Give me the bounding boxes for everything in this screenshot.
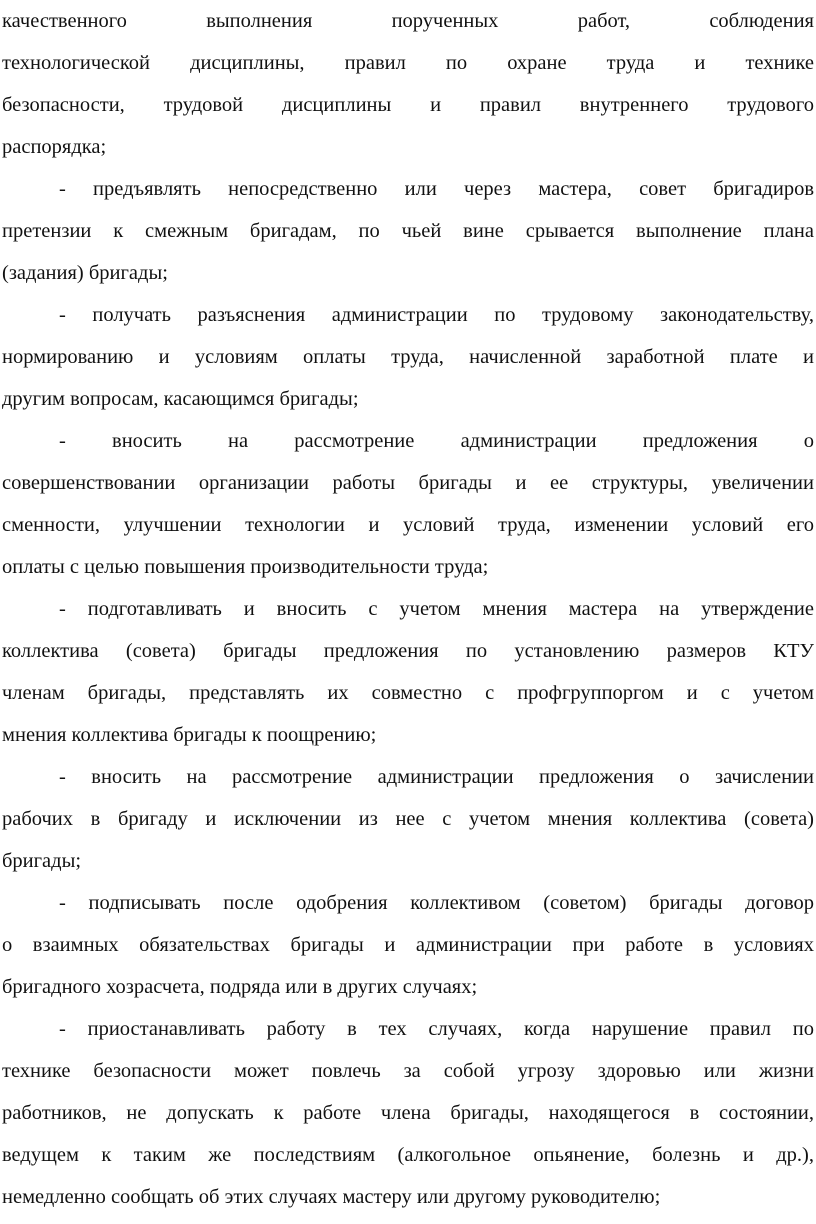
paragraph-line: членам бригады, представлять их совместно с профгруппоргом и с учетом bbox=[2, 682, 814, 704]
paragraph-line: мнения коллектива бригады к поощрению; bbox=[2, 724, 377, 746]
paragraph-line: - предъявлять непосредственно или через мастера, совет бригадиров bbox=[59, 178, 814, 200]
paragraph-line: сменности, улучшении технологии и условий труда, изменении условий его bbox=[2, 514, 814, 536]
paragraph-line: немедленно сообщать об этих случаях мастеру или другому руководителю; bbox=[2, 1186, 661, 1208]
paragraph-line: другим вопросам, касающимся бригады; bbox=[2, 388, 359, 410]
paragraph-line: бригады; bbox=[2, 850, 82, 872]
paragraph-line: - вносить на рассмотрение администрации предложения о зачислении bbox=[59, 766, 814, 788]
paragraph-line: бригадного хозрасчета, подряда или в других случаях; bbox=[2, 976, 478, 998]
paragraph-line: ведущем к таким же последствиям (алкогольное опьянение, болезнь и др.), bbox=[2, 1144, 814, 1166]
paragraph-line: - приостанавливать работу в тех случаях, когда нарушение правил по bbox=[59, 1018, 814, 1040]
paragraph bbox=[2, 588, 814, 756]
paragraph bbox=[2, 882, 814, 1008]
paragraph-line: нормированию и условиям оплаты труда, начисленной заработной плате и bbox=[2, 346, 814, 368]
paragraph bbox=[2, 294, 814, 420]
paragraph bbox=[2, 1008, 814, 1218]
paragraph-line: совершенствовании организации работы бригады и ее структуры, увеличении bbox=[2, 472, 814, 494]
paragraph-line: претензии к смежным бригадам, по чьей вине срывается выполнение плана bbox=[2, 220, 814, 242]
paragraph-line: - подписывать после одобрения коллективом (советом) бригады договор bbox=[59, 892, 814, 914]
paragraph-line: - подготавливать и вносить с учетом мнения мастера на утверждение bbox=[59, 598, 814, 620]
paragraph-line: - вносить на рассмотрение администрации предложения о bbox=[59, 430, 814, 452]
paragraph bbox=[2, 0, 814, 168]
paragraph-line: оплаты с целью повышения производительности труда; bbox=[2, 556, 489, 578]
paragraph bbox=[2, 420, 814, 588]
paragraph-line: рабочих в бригаду и исключении из нее с учетом мнения коллектива (совета) bbox=[2, 808, 814, 830]
paragraph bbox=[2, 168, 814, 294]
paragraph-line: распорядка; bbox=[2, 136, 107, 158]
document-body bbox=[2, 0, 814, 1218]
paragraph bbox=[2, 756, 814, 882]
paragraph-line: безопасности, трудовой дисциплины и правил внутреннего трудового bbox=[2, 94, 814, 116]
paragraph-line: работников, не допускать к работе члена бригады, находящегося в состоянии, bbox=[2, 1102, 814, 1124]
paragraph-line: коллектива (совета) бригады предложения по установлению размеров КТУ bbox=[2, 640, 814, 662]
paragraph-line: о взаимных обязательствах бригады и администрации при работе в условиях bbox=[2, 934, 814, 956]
paragraph-line: технологической дисциплины, правил по охране труда и технике bbox=[2, 52, 814, 74]
paragraph-line: (задания) бригады; bbox=[2, 262, 168, 284]
paragraph-line: - получать разъяснения администрации по трудовому законодательству, bbox=[59, 304, 814, 326]
paragraph-line: качественного выполнения порученных работ, соблюдения bbox=[2, 10, 814, 32]
paragraph-line: технике безопасности может повлечь за собой угрозу здоровью или жизни bbox=[2, 1060, 814, 1082]
